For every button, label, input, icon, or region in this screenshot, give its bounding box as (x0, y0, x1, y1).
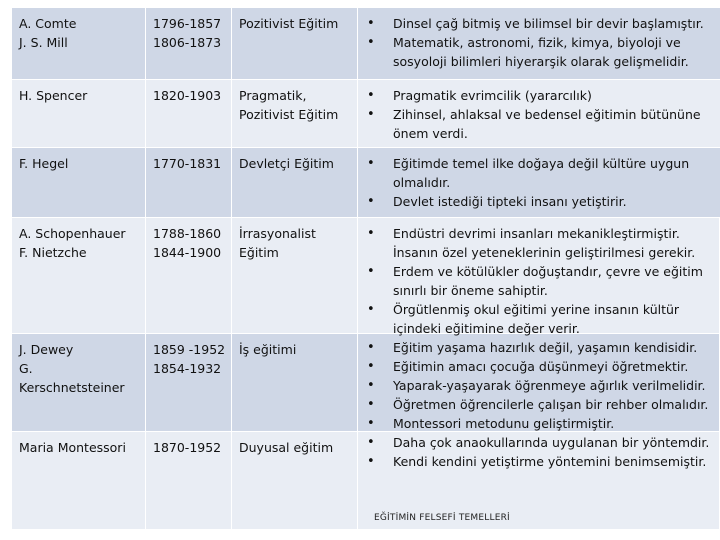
list-item: • Eğitim yaşama hazırlık değil, yaşamın kendisidir. (358, 338, 719, 357)
name-text: Maria Montessori (19, 440, 126, 455)
name-text: A. Comte (19, 16, 77, 31)
years-cell (146, 432, 232, 529)
list-item: • Dinsel çağ bitmiş ve bilimsel bir devir başlamıştır. (358, 14, 714, 33)
years-text: 1844-1900 (153, 245, 222, 260)
list-item: • Devlet istediği tipteki insanı yetiştirir. (358, 192, 714, 211)
table-row (12, 80, 720, 148)
list-item: • Pragmatik evrimcilik (yararcılık) (358, 86, 714, 105)
notes-list (358, 86, 714, 143)
approach-text: Pozitivist Eğitim (239, 107, 339, 122)
list-item: • Erdem ve kötülükler doğuştandır, çevre ve eğitim sınırlı bir öneme sahiptir. (358, 262, 719, 300)
notes-list (358, 224, 719, 471)
years-cell (146, 80, 232, 147)
table-row (12, 8, 720, 80)
years-text: 1796-1857 (153, 16, 222, 31)
name-text: A. Schopenhauer (19, 226, 126, 241)
approach-cell (232, 148, 358, 217)
years-cell (146, 8, 232, 79)
notes-list (358, 14, 714, 71)
name-text: H. Spencer (19, 88, 88, 103)
name-text: J. S. Mill (19, 35, 68, 50)
list-item: • Montessori metodunu geliştirmiştir. (358, 414, 719, 433)
notes-list (358, 154, 714, 211)
approach-cell (232, 8, 358, 79)
name-cell (12, 80, 146, 147)
name-text: F. Hegel (19, 156, 69, 171)
name-cell (12, 432, 146, 529)
list-item: • Örgütlenmiş okul eğitimi yerine insanın kültür içindeki eğitimine değer verir. (358, 300, 719, 338)
years-text: 1820-1903 (153, 88, 222, 103)
name-cell (12, 148, 146, 217)
notes-cell (358, 8, 720, 79)
list-item: • Daha çok anaokullarında uygulanan bir yöntemdir. (358, 433, 719, 452)
approach-cell (232, 334, 358, 431)
years-text: 1806-1873 (153, 35, 222, 50)
philosophy-table (12, 8, 720, 530)
years-text: 1788-1860 (153, 226, 222, 241)
name-text: Kerschnetsteiner (19, 380, 125, 395)
name-cell (12, 334, 146, 431)
approach-text: İş eğitimi (239, 342, 297, 357)
list-item: • Kendi kendini yetiştirme yöntemini benimsemiştir. (358, 452, 719, 471)
approach-text: Pragmatik, (239, 88, 307, 103)
years-cell (146, 334, 232, 431)
approach-cell (232, 218, 358, 333)
list-item: • Öğretmen öğrencilerle çalışan bir rehber olmalıdır. (358, 395, 719, 414)
list-item: • Eğitimde temel ilke doğaya değil kültüre uygun olmalıdır. (358, 154, 714, 192)
years-cell (146, 218, 232, 333)
table-row (12, 148, 720, 218)
years-text: 1870-1952 (153, 440, 222, 455)
notes-cell (358, 80, 720, 147)
name-text: F. Nietzche (19, 245, 87, 260)
name-text: G. (19, 361, 33, 376)
approach-text: Devletçi Eğitim (239, 156, 334, 171)
years-text: 1854-1932 (153, 361, 222, 376)
list-item: • Endüstri devrimi insanları mekanikleştirmiştir. İnsanın özel yeteneklerinin geliştirilmesi gerekir. (358, 224, 719, 262)
years-text: 1859 -1952 (153, 342, 226, 357)
years-text: 1770-1831 (153, 156, 222, 171)
approach-text: Duyusal eğitim (239, 440, 334, 455)
list-item: • Eğitimin amacı çocuğa düşünmeyi öğretmektir. (358, 357, 719, 376)
list-item: • Matematik, astronomi, fizik, kimya, biyoloji ve sosyoloji bilimleri hiyerarşik olarak gelişmelidir. (358, 33, 714, 71)
approach-text: Pozitivist Eğitim (239, 16, 339, 31)
name-cell (12, 8, 146, 79)
approach-cell (232, 432, 358, 529)
years-cell (146, 148, 232, 217)
list-item: • Yaparak-yaşayarak öğrenmeye ağırlık verilmelidir. (358, 376, 719, 395)
approach-text: İrrasyonalist (239, 226, 316, 241)
notes-cell (358, 148, 720, 217)
footer-caption: EĞİTİMİN FELSEFİ TEMELLERİ (374, 513, 510, 523)
name-text: J. Dewey (19, 342, 74, 357)
approach-cell (232, 80, 358, 147)
name-cell (12, 218, 146, 333)
approach-text: Eğitim (239, 245, 279, 260)
list-item: • Zihinsel, ahlaksal ve bedensel eğitimin bütününe önem verdi. (358, 105, 714, 143)
merged-notes-cell (358, 218, 720, 530)
